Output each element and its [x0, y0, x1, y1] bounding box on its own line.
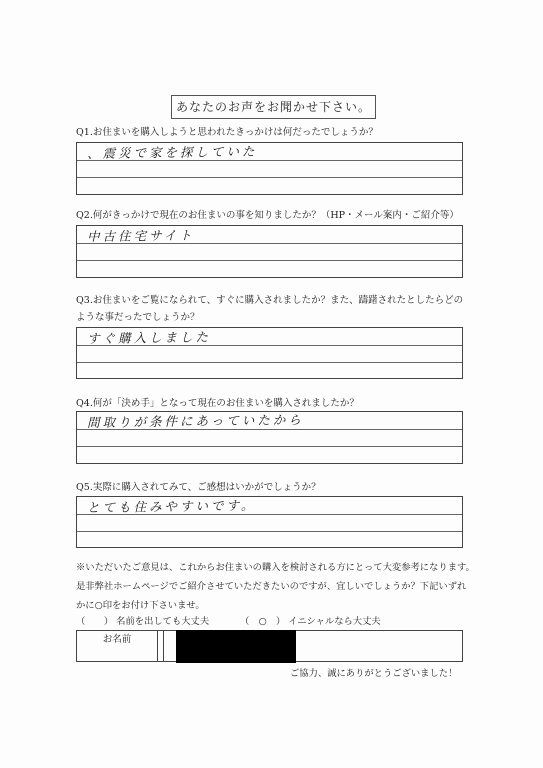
answer-2-handwriting: 中古住宅サイト: [86, 227, 195, 244]
answer-box-3: [76, 327, 463, 379]
redacted-name-block: [176, 630, 296, 663]
answer-box-1: [76, 142, 463, 195]
choice-initials-label: イニシャルなら大丈夫: [288, 616, 381, 627]
choice-initials[interactable]: [240, 613, 381, 627]
note-line-2: 是非弊社ホームページでご紹介させていただきたいのですが、宜しいでしょうか？下記いずれ: [76, 581, 467, 592]
name-label: お名前: [77, 631, 158, 661]
answer-5-handwriting: とても住みやすいです。: [86, 497, 257, 515]
page-title: あなたのお声をお聞かせ下さい。: [171, 95, 376, 119]
question-1-label: Q1.お住まいを購入しようと思われたきっかけは何だったでしょうか？: [76, 127, 378, 138]
choice-show-name-label: 名前を出しても大丈夫: [116, 616, 210, 627]
question-5-label: Q5.実際に購入されてみて、ご感想はいかがでしょうか？: [76, 482, 321, 493]
question-3-label-cont: ような事だったでしょうか？: [76, 312, 200, 323]
answer-rule: [77, 260, 462, 261]
answer-box-4: [76, 411, 463, 464]
answer-box-2: [76, 225, 463, 278]
answer-rule: [77, 177, 462, 178]
thanks-message: ご協力、誠にありがとうございました！: [290, 668, 458, 679]
answer-4-handwriting: 間取りが条件にあっていたから: [86, 411, 304, 430]
choice-show-name-checkbox[interactable]: （ ）: [76, 616, 114, 627]
question-2-label: Q2.何がきっかけで現在のお住まいの事を知りましたか？（HP・メール案内・ご紹介等）: [76, 210, 459, 221]
note-line-3: かに○印をお付け下さいませ。: [76, 600, 205, 611]
answer-rule: [77, 446, 462, 447]
answer-box-5: [76, 496, 463, 548]
name-divider: [163, 631, 164, 661]
answer-rule: [77, 531, 462, 532]
answer-rule: [77, 362, 462, 363]
question-4-label: Q4.何が「決め手」となって現在のお住まいを購入されましたか？: [76, 398, 359, 409]
answer-3-handwriting: すぐ購入しました: [86, 329, 212, 346]
note-line-1: ※いただいたご意見は、これからお住まいの購入を検討される方にとって大変参考になります。: [76, 562, 475, 573]
question-3-label: Q3.お住まいをご覧になられて、すぐに購入されましたか？また、躊躇されたとしたらどの: [76, 295, 464, 306]
choice-show-name[interactable]: [76, 613, 209, 627]
choice-initials-checkbox[interactable]: （ ○ ）: [240, 616, 286, 627]
answer-1-handwriting: 、震災で家を探していた: [86, 143, 258, 161]
